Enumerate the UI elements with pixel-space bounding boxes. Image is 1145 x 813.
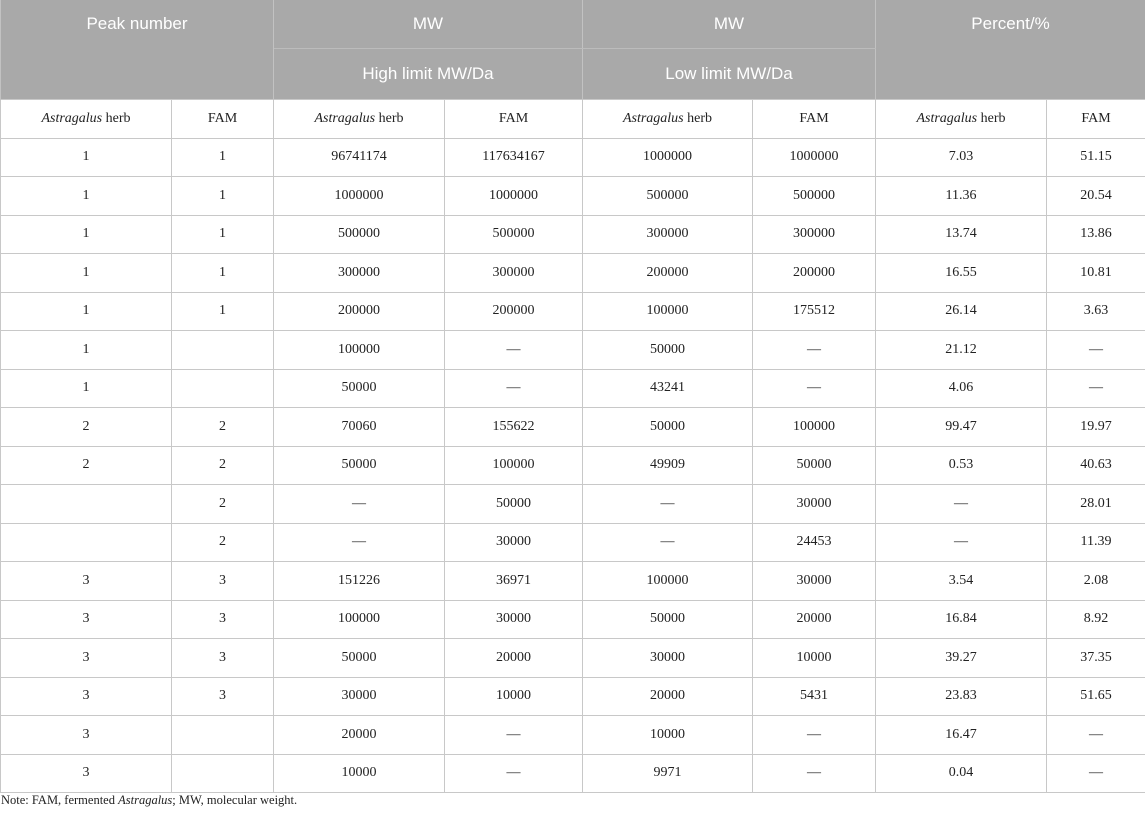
percent-herb-cell: 0.53 bbox=[876, 446, 1047, 485]
peak-fam-cell: 2 bbox=[172, 408, 274, 447]
peak-herb-cell: 3 bbox=[1, 677, 172, 716]
peak-herb-cell: 1 bbox=[1, 138, 172, 177]
peak-fam-cell: 2 bbox=[172, 485, 274, 524]
peak-herb-cell: 3 bbox=[1, 562, 172, 601]
peak-fam-cell: 2 bbox=[172, 446, 274, 485]
percent-herb-cell: 21.12 bbox=[876, 331, 1047, 370]
peak-fam-cell: 1 bbox=[172, 215, 274, 254]
high-mw-fam-cell: 30000 bbox=[445, 600, 583, 639]
percent-fam-cell: 2.08 bbox=[1047, 562, 1145, 601]
subheader-astragalus-herb: Astragalus herb bbox=[583, 100, 753, 139]
header-high-limit: High limit MW/Da bbox=[274, 49, 583, 100]
header-mw-high: MW bbox=[274, 0, 583, 49]
table-row bbox=[1, 254, 1145, 293]
percent-herb-cell: 4.06 bbox=[876, 369, 1047, 408]
high-mw-herb-cell: 30000 bbox=[274, 677, 445, 716]
percent-herb-cell: 23.83 bbox=[876, 677, 1047, 716]
low-mw-fam-cell: 100000 bbox=[753, 408, 876, 447]
low-mw-herb-cell: 1000000 bbox=[583, 138, 753, 177]
table-row bbox=[1, 523, 1145, 562]
high-mw-herb-cell: 300000 bbox=[274, 254, 445, 293]
low-mw-fam-cell: 24453 bbox=[753, 523, 876, 562]
high-mw-fam-cell: 300000 bbox=[445, 254, 583, 293]
low-mw-fam-cell: 500000 bbox=[753, 177, 876, 216]
percent-fam-cell: 3.63 bbox=[1047, 292, 1145, 331]
high-mw-fam-cell: — bbox=[445, 754, 583, 793]
subheader-fam: FAM bbox=[753, 100, 876, 139]
high-mw-herb-cell: 96741174 bbox=[274, 138, 445, 177]
percent-fam-cell: 51.15 bbox=[1047, 138, 1145, 177]
subheader-astragalus-herb: Astragalus herb bbox=[274, 100, 445, 139]
percent-fam-cell: 13.86 bbox=[1047, 215, 1145, 254]
high-mw-herb-cell: 70060 bbox=[274, 408, 445, 447]
peak-herb-cell: 1 bbox=[1, 331, 172, 370]
peak-fam-cell bbox=[172, 369, 274, 408]
table-row bbox=[1, 754, 1145, 793]
peak-fam-cell: 2 bbox=[172, 523, 274, 562]
high-mw-herb-cell: 100000 bbox=[274, 331, 445, 370]
percent-herb-cell: 16.55 bbox=[876, 254, 1047, 293]
peak-fam-cell: 3 bbox=[172, 600, 274, 639]
low-mw-fam-cell: 5431 bbox=[753, 677, 876, 716]
low-mw-herb-cell: 9971 bbox=[583, 754, 753, 793]
subheader-fam: FAM bbox=[445, 100, 583, 139]
peak-fam-cell: 1 bbox=[172, 138, 274, 177]
low-mw-herb-cell: 49909 bbox=[583, 446, 753, 485]
low-mw-herb-cell: 100000 bbox=[583, 562, 753, 601]
low-mw-herb-cell: 20000 bbox=[583, 677, 753, 716]
percent-herb-cell: 26.14 bbox=[876, 292, 1047, 331]
low-mw-fam-cell: 50000 bbox=[753, 446, 876, 485]
header-low-limit: Low limit MW/Da bbox=[583, 49, 876, 100]
low-mw-herb-cell: 50000 bbox=[583, 408, 753, 447]
high-mw-fam-cell: 200000 bbox=[445, 292, 583, 331]
high-mw-fam-cell: 10000 bbox=[445, 677, 583, 716]
high-mw-herb-cell: — bbox=[274, 523, 445, 562]
high-mw-herb-cell: 50000 bbox=[274, 639, 445, 678]
high-mw-fam-cell: 117634167 bbox=[445, 138, 583, 177]
subheader-astragalus-herb: Astragalus herb bbox=[1, 100, 172, 139]
low-mw-herb-cell: — bbox=[583, 485, 753, 524]
low-mw-fam-cell: 30000 bbox=[753, 485, 876, 524]
high-mw-fam-cell: 20000 bbox=[445, 639, 583, 678]
high-mw-fam-cell: — bbox=[445, 716, 583, 755]
high-mw-fam-cell: 36971 bbox=[445, 562, 583, 601]
percent-fam-cell: 20.54 bbox=[1047, 177, 1145, 216]
high-mw-fam-cell: 30000 bbox=[445, 523, 583, 562]
table-row bbox=[1, 408, 1145, 447]
high-mw-fam-cell: 50000 bbox=[445, 485, 583, 524]
high-mw-herb-cell: 151226 bbox=[274, 562, 445, 601]
peak-herb-cell bbox=[1, 523, 172, 562]
percent-fam-cell: 37.35 bbox=[1047, 639, 1145, 678]
peak-herb-cell: 3 bbox=[1, 639, 172, 678]
peak-fam-cell: 1 bbox=[172, 292, 274, 331]
low-mw-fam-cell: 30000 bbox=[753, 562, 876, 601]
low-mw-fam-cell: — bbox=[753, 369, 876, 408]
percent-fam-cell: 28.01 bbox=[1047, 485, 1145, 524]
low-mw-fam-cell: 300000 bbox=[753, 215, 876, 254]
percent-fam-cell: — bbox=[1047, 369, 1145, 408]
peak-herb-cell: 1 bbox=[1, 215, 172, 254]
high-mw-herb-cell: 100000 bbox=[274, 600, 445, 639]
high-mw-herb-cell: 20000 bbox=[274, 716, 445, 755]
peak-fam-cell: 3 bbox=[172, 562, 274, 601]
high-mw-herb-cell: 50000 bbox=[274, 446, 445, 485]
subheader-fam: FAM bbox=[1047, 100, 1145, 139]
low-mw-fam-cell: 10000 bbox=[753, 639, 876, 678]
percent-herb-cell: 16.47 bbox=[876, 716, 1047, 755]
percent-herb-cell: 39.27 bbox=[876, 639, 1047, 678]
peak-herb-cell: 1 bbox=[1, 254, 172, 293]
low-mw-fam-cell: 20000 bbox=[753, 600, 876, 639]
high-mw-herb-cell: 10000 bbox=[274, 754, 445, 793]
low-mw-herb-cell: 500000 bbox=[583, 177, 753, 216]
table-row bbox=[1, 331, 1145, 370]
table-row bbox=[1, 446, 1145, 485]
low-mw-fam-cell: — bbox=[753, 331, 876, 370]
header-peak-number: Peak number bbox=[1, 0, 274, 100]
percent-herb-cell: 0.04 bbox=[876, 754, 1047, 793]
high-mw-fam-cell: 1000000 bbox=[445, 177, 583, 216]
peak-fam-cell bbox=[172, 716, 274, 755]
percent-fam-cell: 40.63 bbox=[1047, 446, 1145, 485]
percent-fam-cell: — bbox=[1047, 331, 1145, 370]
percent-herb-cell: 16.84 bbox=[876, 600, 1047, 639]
percent-herb-cell: — bbox=[876, 485, 1047, 524]
percent-fam-cell: 10.81 bbox=[1047, 254, 1145, 293]
low-mw-herb-cell: 30000 bbox=[583, 639, 753, 678]
percent-fam-cell: — bbox=[1047, 716, 1145, 755]
peak-herb-cell: 3 bbox=[1, 754, 172, 793]
high-mw-fam-cell: 100000 bbox=[445, 446, 583, 485]
percent-fam-cell: 19.97 bbox=[1047, 408, 1145, 447]
table-row bbox=[1, 639, 1145, 678]
high-mw-herb-cell: 500000 bbox=[274, 215, 445, 254]
table-row bbox=[1, 485, 1145, 524]
percent-herb-cell: — bbox=[876, 523, 1047, 562]
percent-fam-cell: — bbox=[1047, 754, 1145, 793]
table-note: Note: FAM, fermented Astragalus; MW, molecular weight. bbox=[1, 793, 298, 807]
table-row bbox=[1, 177, 1145, 216]
peak-fam-cell: 3 bbox=[172, 639, 274, 678]
percent-herb-cell: 99.47 bbox=[876, 408, 1047, 447]
high-mw-fam-cell: — bbox=[445, 331, 583, 370]
subheader-row bbox=[1, 100, 1145, 139]
peak-herb-cell: 1 bbox=[1, 177, 172, 216]
high-mw-fam-cell: — bbox=[445, 369, 583, 408]
table-row bbox=[1, 369, 1145, 408]
peak-fam-cell bbox=[172, 754, 274, 793]
low-mw-herb-cell: 50000 bbox=[583, 600, 753, 639]
low-mw-fam-cell: — bbox=[753, 754, 876, 793]
low-mw-herb-cell: 200000 bbox=[583, 254, 753, 293]
low-mw-herb-cell: — bbox=[583, 523, 753, 562]
peak-fam-cell: 3 bbox=[172, 677, 274, 716]
percent-herb-cell: 11.36 bbox=[876, 177, 1047, 216]
low-mw-herb-cell: 100000 bbox=[583, 292, 753, 331]
peak-fam-cell: 1 bbox=[172, 177, 274, 216]
table-row bbox=[1, 215, 1145, 254]
peak-fam-cell bbox=[172, 331, 274, 370]
table-row bbox=[1, 138, 1145, 177]
high-mw-herb-cell: — bbox=[274, 485, 445, 524]
high-mw-fam-cell: 155622 bbox=[445, 408, 583, 447]
low-mw-herb-cell: 10000 bbox=[583, 716, 753, 755]
peak-herb-cell: 2 bbox=[1, 408, 172, 447]
peak-herb-cell bbox=[1, 485, 172, 524]
high-mw-herb-cell: 200000 bbox=[274, 292, 445, 331]
table-row bbox=[1, 716, 1145, 755]
high-mw-herb-cell: 1000000 bbox=[274, 177, 445, 216]
table-row bbox=[1, 292, 1145, 331]
high-mw-herb-cell: 50000 bbox=[274, 369, 445, 408]
high-mw-fam-cell: 500000 bbox=[445, 215, 583, 254]
percent-herb-cell: 3.54 bbox=[876, 562, 1047, 601]
low-mw-fam-cell: 175512 bbox=[753, 292, 876, 331]
table-row bbox=[1, 562, 1145, 601]
percent-herb-cell: 13.74 bbox=[876, 215, 1047, 254]
low-mw-fam-cell: — bbox=[753, 716, 876, 755]
table-row bbox=[1, 600, 1145, 639]
table-row bbox=[1, 677, 1145, 716]
peak-herb-cell: 1 bbox=[1, 369, 172, 408]
low-mw-fam-cell: 200000 bbox=[753, 254, 876, 293]
peak-fam-cell: 1 bbox=[172, 254, 274, 293]
header-percent: Percent/% bbox=[876, 0, 1145, 100]
low-mw-herb-cell: 50000 bbox=[583, 331, 753, 370]
percent-fam-cell: 8.92 bbox=[1047, 600, 1145, 639]
peak-herb-cell: 2 bbox=[1, 446, 172, 485]
peak-herb-cell: 3 bbox=[1, 600, 172, 639]
header-mw-low: MW bbox=[583, 0, 876, 49]
peak-herb-cell: 3 bbox=[1, 716, 172, 755]
subheader-astragalus-herb: Astragalus herb bbox=[876, 100, 1047, 139]
peak-herb-cell: 1 bbox=[1, 292, 172, 331]
subheader-fam: FAM bbox=[172, 100, 274, 139]
low-mw-herb-cell: 43241 bbox=[583, 369, 753, 408]
percent-fam-cell: 51.65 bbox=[1047, 677, 1145, 716]
percent-fam-cell: 11.39 bbox=[1047, 523, 1145, 562]
low-mw-fam-cell: 1000000 bbox=[753, 138, 876, 177]
percent-herb-cell: 7.03 bbox=[876, 138, 1047, 177]
low-mw-herb-cell: 300000 bbox=[583, 215, 753, 254]
